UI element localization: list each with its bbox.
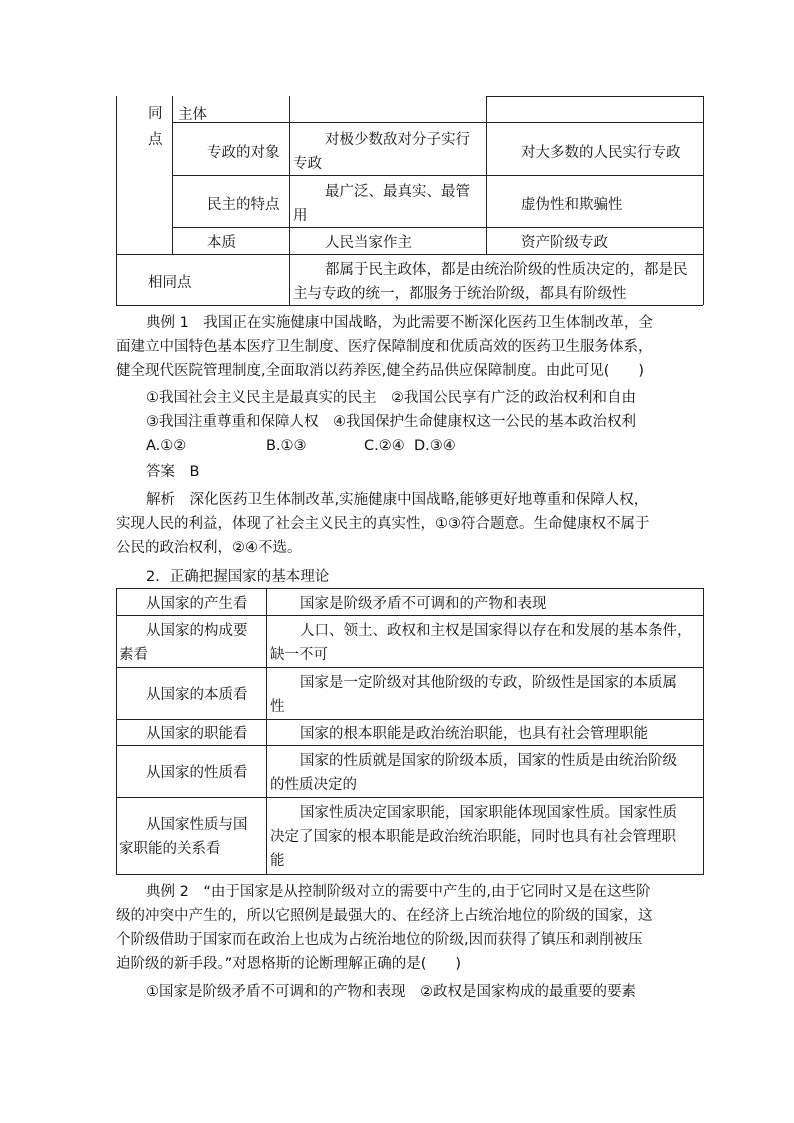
theory-content: 国家的根本职能是政治统治职能，也具有社会管理职能 bbox=[300, 726, 648, 742]
theory-label: 家职能的关系看 bbox=[119, 841, 221, 857]
theory-label: 从国家的性质看 bbox=[146, 765, 248, 781]
example-line: 典例 1 我国正在实施健康中国战略，为此需要不断深化医药卫生体制改革，全 bbox=[146, 315, 653, 331]
example-line: 面建立中国特色基本医疗卫生制度、医疗保障制度和优质高效的医药卫生服务体系， bbox=[116, 339, 653, 355]
theory-label: 从国家的本质看 bbox=[146, 687, 248, 703]
same-content-line: 都属于民主政体，都是由统治阶级的性质决定的，都是民 bbox=[325, 262, 688, 278]
theory-content: 国家性质决定国家职能，国家职能体现国家性质。国家性质 bbox=[300, 805, 677, 821]
socialist-features-line: 用 bbox=[293, 208, 308, 224]
choices-row bbox=[116, 434, 716, 458]
choice: B.①③ bbox=[266, 438, 307, 454]
example-line: 个阶级借助于国家而在政治上也成为占统治地位的阶级,因而获得了镇压和剥削被压 bbox=[116, 932, 643, 948]
capitalist-target: 对大多数的人民实行专政 bbox=[521, 145, 681, 161]
analysis-line: 解析 深化医药卫生体制改革,实施健康中国战略,能够更好地尊重和保障人权， bbox=[146, 492, 649, 508]
theory-label: 从国家的职能看 bbox=[146, 726, 248, 742]
theory-content: 国家是一定阶级对其他阶级的专政，阶级性是国家的本质属 bbox=[300, 675, 677, 691]
socialist-target-line: 对极少数敌对分子实行 bbox=[325, 132, 470, 148]
socialist-essence: 人民当家作主 bbox=[325, 235, 412, 251]
socialist-features-line: 最广泛、最真实、最管 bbox=[325, 184, 470, 200]
theory-label: 从国家的产生看 bbox=[146, 596, 248, 612]
answer: 答案 B bbox=[146, 464, 200, 480]
theory-content: 缺一不可 bbox=[270, 647, 328, 663]
same-content-line: 主与专政的统一，都服务于统治阶级，都具有阶级性 bbox=[293, 286, 627, 302]
choice: D.③④ bbox=[414, 438, 456, 454]
option-line: ①国家是阶级矛盾不可调和的产物和表现 ②政权是国家构成的最重要的要素 bbox=[146, 984, 636, 1000]
option-line: ①我国社会主义民主是最真实的民主 ②我国公民享有广泛的政治权利和自由 bbox=[146, 390, 636, 406]
analysis-line: 实现人民的利益，体现了社会主义民主的真实性，①③符合题意。生命健康权不属于 bbox=[116, 516, 650, 532]
row-label-target: 专政的对象 bbox=[207, 145, 280, 161]
same-label: 相同点 bbox=[148, 275, 192, 291]
left-label-char: 同 bbox=[148, 106, 163, 122]
theory-label: 从国家的构成要 bbox=[146, 623, 248, 639]
example-line: 级的冲突中产生的，所以它照例是最强大的、在经济上占统治地位的阶级的国家，这 bbox=[116, 908, 653, 924]
theory-content: 国家是阶级矛盾不可调和的产物和表现 bbox=[300, 596, 547, 612]
theory-content: 国家的性质就是国家的阶级本质，国家的性质是由统治阶级 bbox=[300, 753, 677, 769]
example-line: 健全现代医院管理制度,全面取消以药养医,健全药品供应保障制度。由此可见( ) bbox=[116, 363, 645, 379]
row-label-features: 民主的特点 bbox=[207, 197, 280, 213]
example-1 bbox=[116, 311, 716, 560]
analysis-line: 公民的政治权利，②④不选。 bbox=[116, 540, 302, 556]
theory-content: 能 bbox=[270, 853, 285, 869]
example-line: 迫阶级的新手段。”对恩格斯的论断理解正确的是( ) bbox=[116, 956, 462, 972]
example-line: 典例 2 “由于国家是从控制阶级对立的需要中产生的,由于它同时又是在这些阶 bbox=[146, 884, 651, 900]
capitalist-essence: 资产阶级专政 bbox=[521, 235, 608, 251]
capitalist-features: 虚伪性和欺骗性 bbox=[521, 197, 623, 213]
example-2 bbox=[116, 880, 716, 1004]
row-label-essence: 本质 bbox=[207, 235, 236, 251]
theory-content: 的性质决定的 bbox=[270, 777, 357, 793]
row-label-subject: 主体 bbox=[178, 107, 207, 123]
choice: C.②④ bbox=[364, 438, 405, 454]
section-title: 2．正确把握国家的基本理论 bbox=[146, 569, 330, 585]
left-label-char: 点 bbox=[148, 132, 163, 148]
socialist-target-line: 专政 bbox=[293, 156, 322, 172]
choice: A.①② bbox=[146, 438, 187, 454]
theory-label: 素看 bbox=[119, 647, 148, 663]
theory-content: 人口、领土、政权和主权是国家得以存在和发展的基本条件， bbox=[300, 623, 692, 639]
theory-content: 性 bbox=[270, 699, 285, 715]
option-line: ③我国注重尊重和保障人权 ④我国保护生命健康权这一公民的基本政治权利 bbox=[146, 414, 636, 430]
theory-label: 从国家性质与国 bbox=[146, 817, 248, 833]
theory-content: 决定了国家的根本职能是政治统治职能，同时也具有社会管理职 bbox=[270, 829, 676, 845]
